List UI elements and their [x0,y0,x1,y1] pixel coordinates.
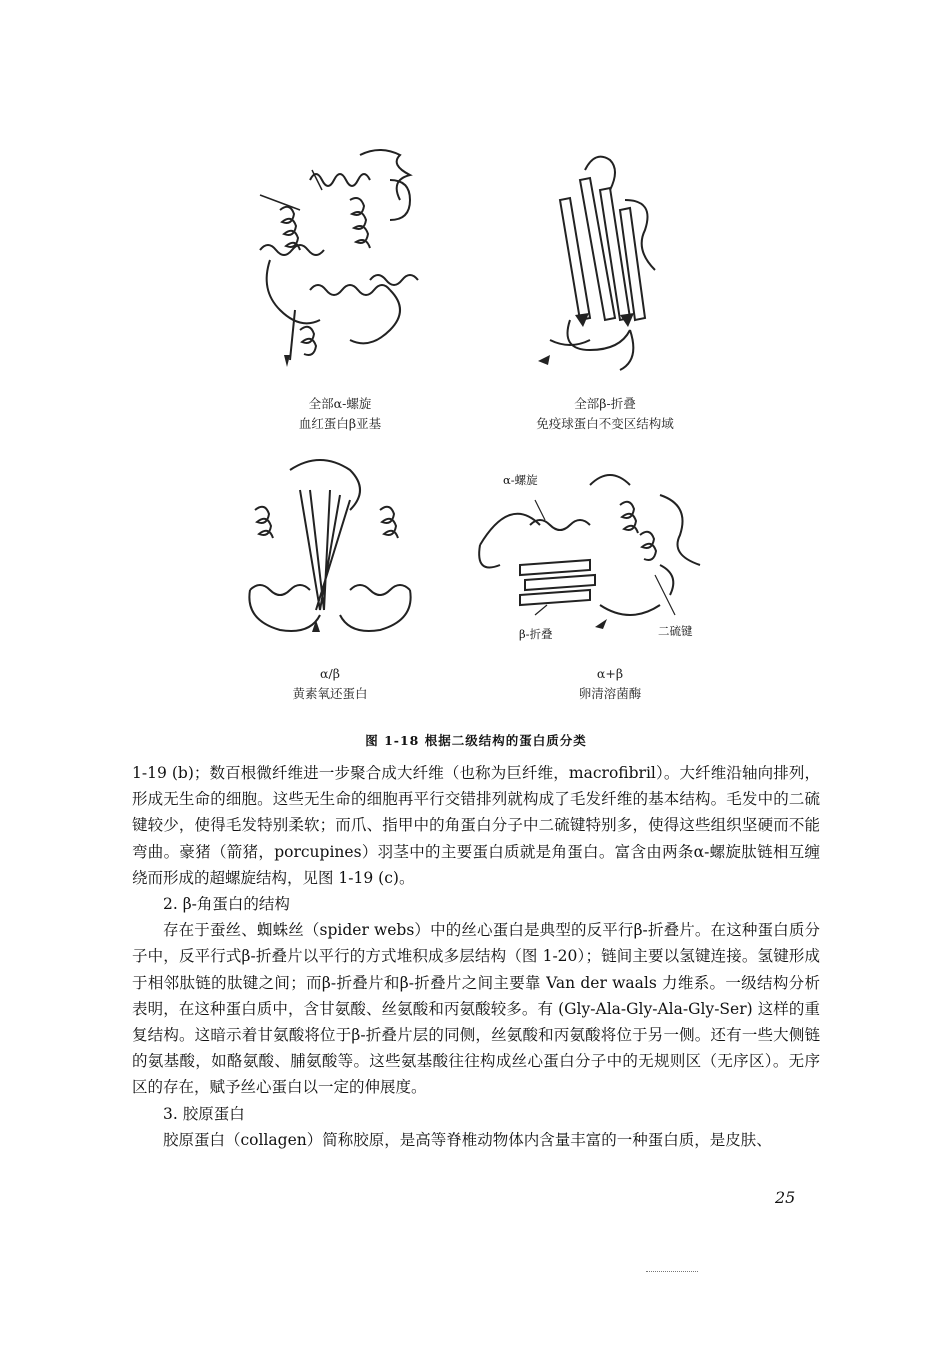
caption-alpha-plus-beta-protein: 卵清溶菌酶 [578,686,642,701]
paragraph-beta-keratin: 存在于蚕丝、蜘蛛丝（spider webs）中的丝心蛋白是典型的反平行β-折叠片。在这种蛋白质分子中，反平行式β-折叠片以平行的方式堆积成多层结构（图 1-20）；链间主要以氢键连接。氢键形成于相邻肽链的肽键之间；而β-折叠片和β-折叠片之间主要靠 Van der waals 力维系。一级结构分析表明，在这种蛋白质中，含甘氨酸、丝氨酸和丙氨酸较多。有 (Gly-Ala-Gly-Ala-Gly-Ser) 这样的重复结构。这暗示着甘氨酸将位于β-折叠片层的同侧，丝氨酸和丙氨酸将位于另一侧。还有一些大侧链的氨基酸，如酪氨酸、脯氨酸等。这些氨基酸往往构成丝心蛋白分子中的无规则区（无序区）。无序区的存在，赋予丝心蛋白以一定的伸展度。 [132,921,820,1097]
paragraph-collagen: 胶原蛋白（collagen）简称胶原，是高等脊椎动物体内含量丰富的一种蛋白质，是皮肤、 [163,1130,772,1149]
alpha-beta-structure-illustration [240,450,420,650]
caption-all-beta [500,394,710,434]
all-alpha-structure-illustration [240,140,440,390]
page-number: 25 [775,1188,796,1207]
section-heading-collagen: 3. 胶原蛋白 [163,1104,245,1123]
caption-all-beta-type: 全部β-折叠 [574,396,636,411]
scan-artifact-line [646,1271,698,1272]
label-beta-sheet: β-折叠 [519,627,553,641]
figure-panel-all-beta [530,140,680,390]
caption-all-alpha [240,394,440,434]
caption-all-beta-protein: 免疫球蛋白不变区结构域 [536,416,674,431]
label-disulfide-bond: 二硫键 [658,624,693,638]
figure-panel-alpha-beta [240,450,420,650]
body-text [132,760,820,1153]
caption-all-alpha-protein: 血红蛋白β亚基 [298,416,382,431]
section-heading-beta-keratin: 2. β-角蛋白的结构 [163,895,290,914]
paragraph-keratin-continued: 1-19 (b)；数百根微纤维进一步聚合成大纤维（也称为巨纤维，macrofibril）。大纤维沿轴向排列，形成无生命的细胞。这些无生命的细胞再平行交错排列就构成了毛发纤维的基本结构。毛发中的二硫键较少，使得毛发特别柔软；而爪、指甲中的角蛋白分子中二硫键特别多，使得这些组织坚硬而不能弯曲。豪猪（箭猪，porcupines）羽茎中的主要蛋白质就是角蛋白。富含由两条α-螺旋肽链相互缠绕而形成的超螺旋结构，见图 1-19 (c)。 [132,764,820,887]
caption-alpha-plus-beta-type: α+β [596,666,624,681]
figure-panel-all-alpha [240,140,440,390]
all-beta-structure-illustration [530,140,680,390]
label-alpha-helix: α-螺旋 [503,473,538,487]
caption-all-alpha-type: 全部α-螺旋 [308,396,372,411]
caption-alpha-beta-type: α/β [320,666,340,681]
caption-alpha-beta [240,664,420,704]
figure-title: 图 1-18 根据二级结构的蛋白质分类 [365,733,587,748]
caption-alpha-plus-beta [520,664,700,704]
caption-alpha-beta-protein: 黄素氧还蛋白 [292,686,368,701]
